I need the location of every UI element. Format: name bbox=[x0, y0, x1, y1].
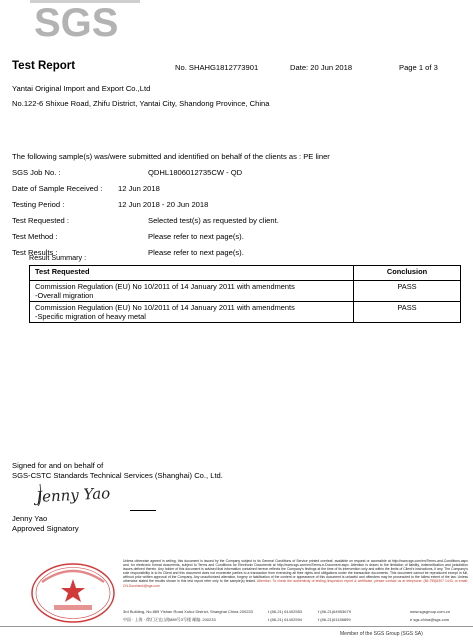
signoff-line1: Signed for and on behalf of bbox=[12, 461, 104, 470]
report-title: Test Report bbox=[12, 60, 76, 72]
row-conclusion: PASS bbox=[354, 302, 461, 323]
table-row bbox=[30, 281, 461, 302]
table-header-row bbox=[30, 266, 461, 281]
report-date: Date: 20 Jun 2018 bbox=[290, 63, 353, 72]
footer-tel1: t (86-21) 61402553 bbox=[268, 609, 303, 614]
table-row bbox=[30, 302, 461, 323]
field-value-job: QDHL1806012735CW - QD bbox=[148, 168, 243, 177]
footer-web: www.sgsgroup.com.cn bbox=[410, 609, 451, 614]
footer-fax2: f (86-21)61156899 bbox=[318, 617, 351, 622]
client-name: Yantai Original Import and Export Co.,Ltd bbox=[12, 84, 151, 93]
field-value-period: 12 Jun 2018 - 20 Jun 2018 bbox=[118, 200, 209, 209]
field-label-period: Testing Period : bbox=[12, 200, 65, 209]
row-test-cell bbox=[30, 302, 354, 323]
report-number: No. SHAHG1812773901 bbox=[175, 63, 259, 72]
field-label-results: Test Results : bbox=[12, 248, 58, 257]
footer-disclaimer bbox=[123, 559, 468, 588]
row-conclusion: PASS bbox=[354, 281, 461, 302]
field-value-method: Please refer to next page(s). bbox=[148, 232, 244, 241]
row-test-line1: Commission Regulation (EU) No 10/2011 of 14 January 2011 with amendments bbox=[35, 303, 295, 312]
handwritten-signature bbox=[34, 478, 134, 510]
field-label-requested: Test Requested : bbox=[12, 216, 69, 225]
intro-text: The following sample(s) was/were submitted and identified on behalf of the clients as : PE liner bbox=[12, 152, 330, 161]
footer-divider bbox=[0, 626, 473, 627]
row-test-line2: -Overall migration bbox=[35, 291, 94, 300]
col-conclusion: Conclusion bbox=[354, 266, 461, 281]
footer-address-en: 3rd Building, No.889 Yishan Road Xuhui District, Shanghai China 200233 bbox=[123, 609, 253, 614]
page-number: Page 1 of 3 bbox=[399, 63, 438, 72]
sgs-logo-text: SGS bbox=[34, 1, 119, 42]
footer-fax1: f (86-21)64953679 bbox=[318, 609, 351, 614]
row-test-line1: Commission Regulation (EU) No 10/2011 of 14 January 2011 with amendments bbox=[35, 282, 295, 291]
field-label-method: Test Method : bbox=[12, 232, 58, 241]
client-address: No.122-6 Shixue Road, Zhifu District, Yantai City, Shandong Province, China bbox=[12, 99, 270, 108]
footer-tel2: t (86-21) 61402594 bbox=[268, 617, 303, 622]
col-test-requested: Test Requested bbox=[30, 266, 354, 281]
result-summary-table bbox=[29, 265, 461, 323]
field-label-job: SGS Job No. : bbox=[12, 168, 61, 177]
signatory-name: Jenny Yao bbox=[12, 514, 48, 523]
field-value-results: Please refer to next page(s). bbox=[148, 248, 244, 257]
signature-underline bbox=[130, 510, 156, 511]
row-test-line2: -Specific migration of heavy metal bbox=[35, 312, 146, 321]
signoff-company: SGS-CSTC Standards Technical Services (Shanghai) Co., Ltd. bbox=[12, 471, 223, 480]
field-value-requested: Selected test(s) as requested by client. bbox=[148, 216, 279, 225]
signatory-role: Approved Signatory bbox=[12, 524, 79, 533]
footer-address-cn: 中国 · 上海 · 徐汇区宜山路889号3号楼 邮编: 200233 bbox=[123, 617, 216, 622]
company-seal bbox=[30, 562, 116, 624]
signature-text: Jenny Yao bbox=[35, 484, 111, 506]
footer-email: e sgs.china@sgs.com bbox=[410, 617, 450, 622]
summary-heading: Result Summary : bbox=[29, 253, 87, 262]
member-line: Member of the SGS Group (SGS SA) bbox=[340, 631, 423, 637]
disclaimer-text: Unless otherwise agreed in writing, this document is issued by the Company subject to its General Conditions of Service printed overleaf, available on request or accessible at http://www.sgs.com/en/Terms-and-Conditions.aspx and, for electronic format documents, subject to Terms and Conditions for Electronic Documents at http://www.sgs.com/en/Terms-e-Document.aspx. Attention is drawn to the limitation of liability, indemnification and jurisdiction issues defined therein. Any holder of this document is advised that information contained hereon reflects the Company's findings at the time of its intervention only and within the limits of Client's instructions, if any. The Company's sole responsibility is to its Client and this document does not exonerate parties to a transaction from exercising all their rights and obligations under the transaction documents. This document cannot be reproduced except in full, without prior written approval of the Company. Any unauthorized alteration, forgery or falsification of the content or appearance of this document is unlawful and offenders may be prosecuted to the fullest extent of the law. Unless otherwise stated the results shown in this test report refer only to the sample(s) tested. bbox=[123, 559, 468, 584]
row-test-cell bbox=[30, 281, 354, 302]
attention-text: Attention: To check the authenticity of testing /inspection report & certificate, please contact us at telephone: (86-755)8307 1443, or email: CN.Doccheck@sgs.com bbox=[123, 579, 468, 588]
sgs-logo bbox=[30, 0, 140, 42]
field-label-received: Date of Sample Received : bbox=[12, 184, 103, 193]
field-value-received: 12 Jun 2018 bbox=[118, 184, 160, 193]
